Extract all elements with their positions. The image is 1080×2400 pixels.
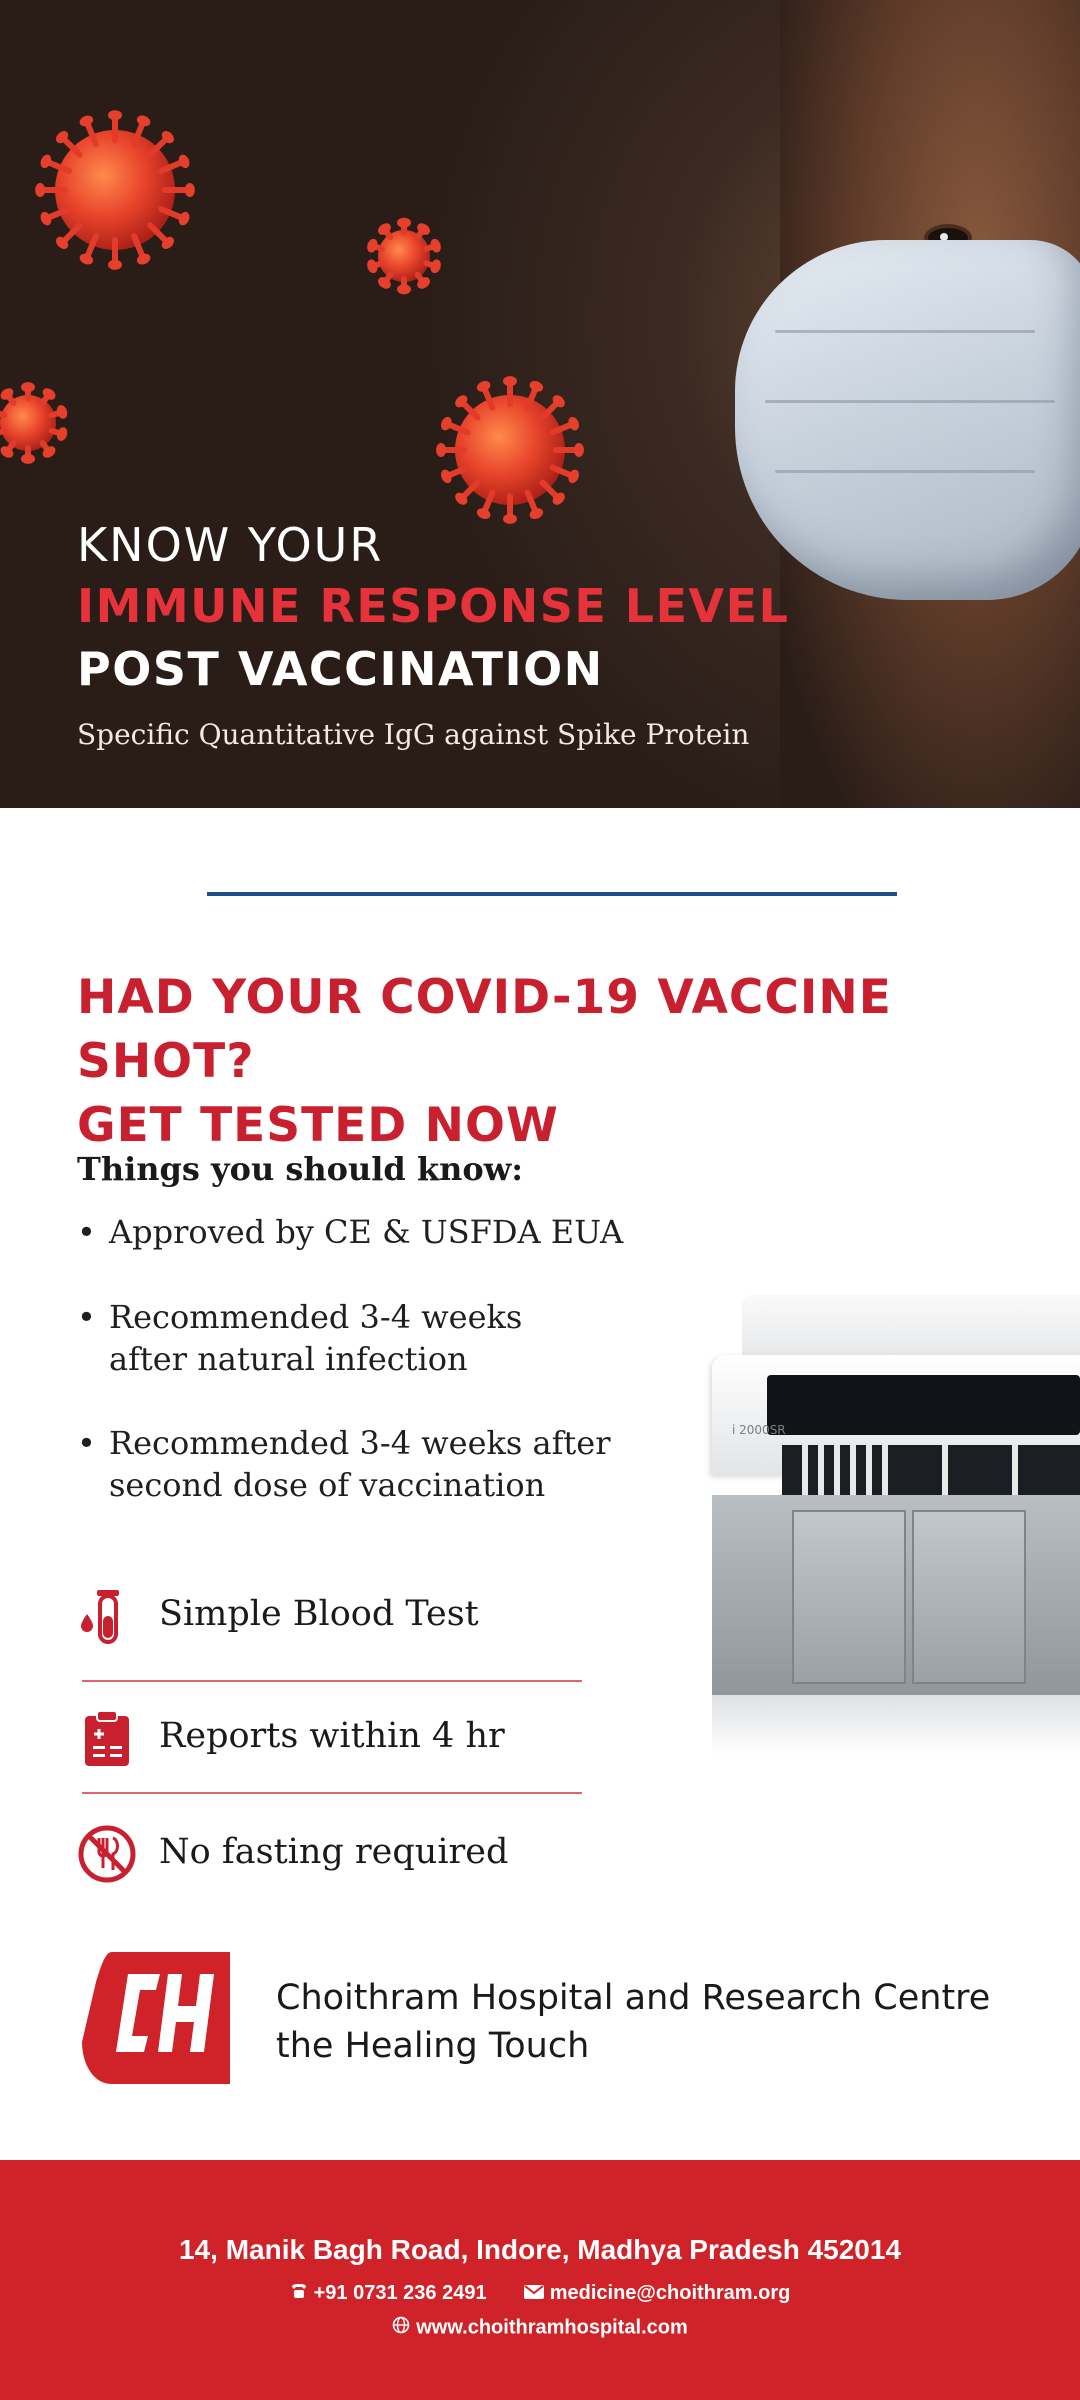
- virus-spike: [84, 232, 100, 259]
- sample-tube: [942, 1445, 948, 1497]
- virus-icon: [455, 395, 565, 505]
- hero-line-immune-response: IMMUNE RESPONSE LEVEL: [77, 579, 790, 633]
- headline-line-1: HAD YOUR COVID-19 VACCINE SHOT?: [77, 970, 892, 1089]
- virus-spike: [46, 205, 73, 221]
- know-item-text: Approved by CE & USFDA EUA: [109, 1213, 624, 1251]
- virus-spike: [383, 271, 395, 284]
- feature-reports-4hr: [77, 1698, 582, 1778]
- bullet-icon: •: [77, 1298, 96, 1336]
- virus-spike: [413, 271, 425, 284]
- hero-text-block: [77, 516, 789, 751]
- virus-spike: [5, 439, 17, 453]
- feature-divider: [82, 1792, 582, 1794]
- virus-spike: [146, 221, 169, 244]
- feature-divider: [82, 1680, 582, 1682]
- headline-line-2: GET TESTED NOW: [77, 1098, 559, 1153]
- globe-icon: [392, 2316, 410, 2340]
- phone-icon: [290, 2282, 308, 2305]
- virus-spike: [61, 136, 84, 159]
- virus-spike: [84, 121, 100, 148]
- feature-label: Simple Blood Test: [159, 1594, 479, 1634]
- virus-spike: [422, 259, 435, 268]
- feature-no-fasting: [77, 1814, 582, 1894]
- virus-spike: [507, 493, 513, 518]
- virus-spike: [25, 389, 31, 402]
- virus-spike: [401, 224, 407, 236]
- virus-spike: [130, 232, 146, 259]
- feature-simple-blood-test: [77, 1576, 582, 1656]
- virus-spike: [162, 187, 189, 193]
- phone-link[interactable]: +91 0731 236 2491: [313, 2282, 487, 2304]
- bullet-icon: •: [77, 1424, 96, 1462]
- sample-tube: [802, 1445, 808, 1497]
- know-list-item: [77, 1296, 522, 1380]
- hero-line-know-your: KNOW YOUR: [77, 518, 384, 572]
- machine-model-label: i 2000SR: [732, 1423, 786, 1437]
- virus-spike: [383, 228, 395, 241]
- headline: [77, 966, 1080, 1158]
- virus-spike: [5, 393, 17, 407]
- mask-pleat: [775, 330, 1035, 333]
- know-list-item: [77, 1211, 623, 1253]
- virus-icon: [0, 395, 56, 451]
- no-fasting-icon: [77, 1824, 137, 1884]
- virus-icon: [55, 130, 175, 250]
- sample-tube: [882, 1445, 888, 1497]
- machine-reflection: [712, 1695, 1080, 1755]
- sample-tube: [1012, 1445, 1018, 1497]
- virus-spike: [0, 427, 8, 437]
- machine-window: [767, 1375, 1080, 1435]
- clipboard-report-icon: [77, 1708, 137, 1768]
- hero-line-post-vaccination: POST VACCINATION: [77, 642, 604, 696]
- virus-spike: [61, 221, 84, 244]
- hospital-tagline: the Healing Touch: [276, 2026, 590, 2066]
- mask-pleat: [765, 400, 1055, 403]
- virus-spike: [507, 382, 513, 407]
- hero-banner: [0, 0, 1080, 808]
- virus-spike: [41, 187, 68, 193]
- virus-spike: [401, 276, 407, 288]
- know-title: Things you should know:: [77, 1150, 524, 1188]
- virus-spike: [373, 243, 386, 252]
- feature-label: No fasting required: [159, 1832, 509, 1872]
- hospital-name-line-1: Choithram Hospital and Research Centre: [276, 1978, 991, 2018]
- footer-website: [0, 2316, 1080, 2340]
- virus-spike: [38, 439, 50, 453]
- email-link[interactable]: medicine@choithram.org: [549, 2282, 791, 2304]
- mask-pleat: [775, 470, 1035, 473]
- email-icon: [524, 2282, 544, 2305]
- blood-test-tube-icon: [77, 1586, 137, 1646]
- virus-spike: [146, 136, 169, 159]
- virus-spike: [157, 159, 184, 175]
- section-divider: [207, 892, 897, 896]
- sample-tube: [866, 1445, 872, 1497]
- virus-spike: [48, 410, 62, 420]
- footer-address: 14, Manik Bagh Road, Indore, Madhya Pradesh 452014: [178, 2234, 902, 2265]
- virus-spike: [48, 427, 62, 437]
- analyzer-machine-image: [712, 1295, 1080, 1755]
- hospital-name: [276, 1974, 990, 2070]
- virus-icon: [378, 230, 430, 282]
- virus-spike: [442, 447, 467, 453]
- sample-tube: [834, 1445, 840, 1497]
- choithram-logo-icon: [82, 1952, 230, 2084]
- website-link[interactable]: www.choithramhospital.com: [416, 2316, 688, 2339]
- virus-spike: [46, 159, 73, 175]
- virus-spike: [112, 237, 118, 264]
- know-list-item: [77, 1422, 611, 1506]
- bullet-icon: •: [77, 1213, 96, 1251]
- virus-spike: [422, 243, 435, 252]
- machine-door-panel: [792, 1510, 906, 1684]
- virus-spike: [112, 116, 118, 143]
- hero-subtitle: Specific Quantitative IgG against Spike Protein: [77, 718, 750, 751]
- machine-door-panel: [912, 1510, 1026, 1684]
- virus-spike: [130, 121, 146, 148]
- sample-tube: [850, 1445, 856, 1497]
- know-item-text: Recommended 3-4 weeks after second dose of vaccination: [109, 1424, 611, 1504]
- virus-spike: [157, 205, 184, 221]
- sample-tube: [818, 1445, 824, 1497]
- know-item-text: Recommended 3-4 weeks after natural infection: [109, 1298, 523, 1378]
- virus-spike: [373, 259, 386, 268]
- virus-spike: [413, 228, 425, 241]
- virus-spike: [38, 393, 50, 407]
- virus-spike: [0, 410, 8, 420]
- virus-spike: [25, 445, 31, 458]
- footer-bar: [0, 2160, 1080, 2400]
- feature-label: Reports within 4 hr: [159, 1716, 505, 1756]
- footer-contact: [0, 2282, 1080, 2305]
- virus-spike: [553, 447, 578, 453]
